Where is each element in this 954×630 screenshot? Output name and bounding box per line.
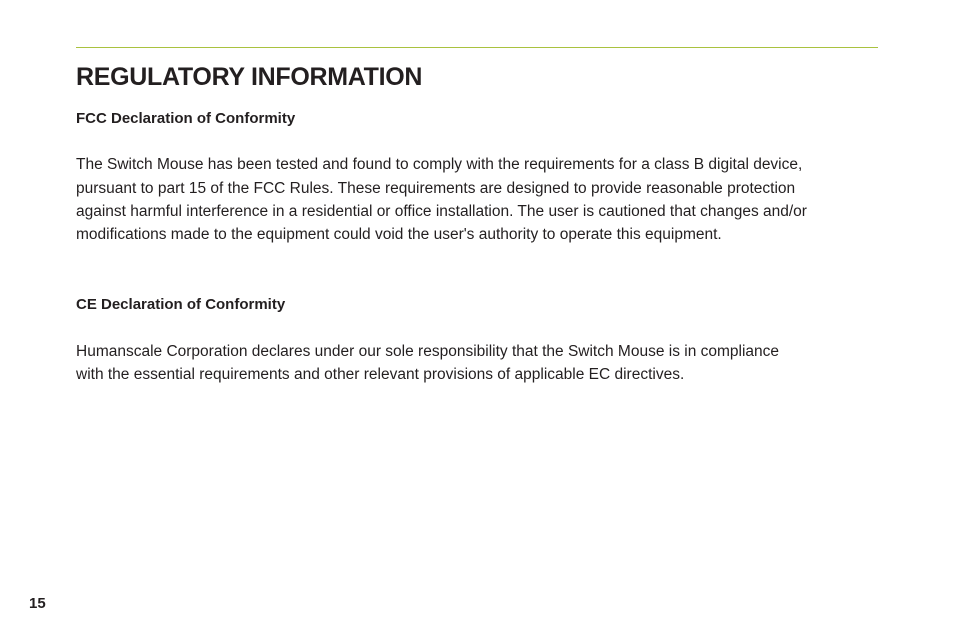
fcc-paragraph-line: against harmful interference in a residential or office installation. The user is cautioned that changes and/or — [76, 203, 807, 220]
fcc-paragraph-line: modifications made to the equipment could void the user's authority to operate this equipment. — [76, 226, 722, 243]
fcc-paragraph-line: The Switch Mouse has been tested and found to comply with the requirements for a class B digital device, — [76, 156, 803, 173]
page-number: 15 — [29, 595, 46, 612]
fcc-heading: FCC Declaration of Conformity — [76, 110, 296, 127]
ce-paragraph-line: Humanscale Corporation declares under our sole responsibility that the Switch Mouse is in compliance — [76, 343, 780, 360]
ce-paragraph-line: with the essential requirements and other relevant provisions of applicable EC directives. — [76, 366, 685, 383]
header-rule — [76, 47, 878, 48]
fcc-paragraph-line: pursuant to part 15 of the FCC Rules. These requirements are designed to provide reasonable protection — [76, 180, 796, 197]
page-title: REGULATORY INFORMATION — [76, 63, 423, 91]
ce-heading: CE Declaration of Conformity — [76, 296, 286, 313]
